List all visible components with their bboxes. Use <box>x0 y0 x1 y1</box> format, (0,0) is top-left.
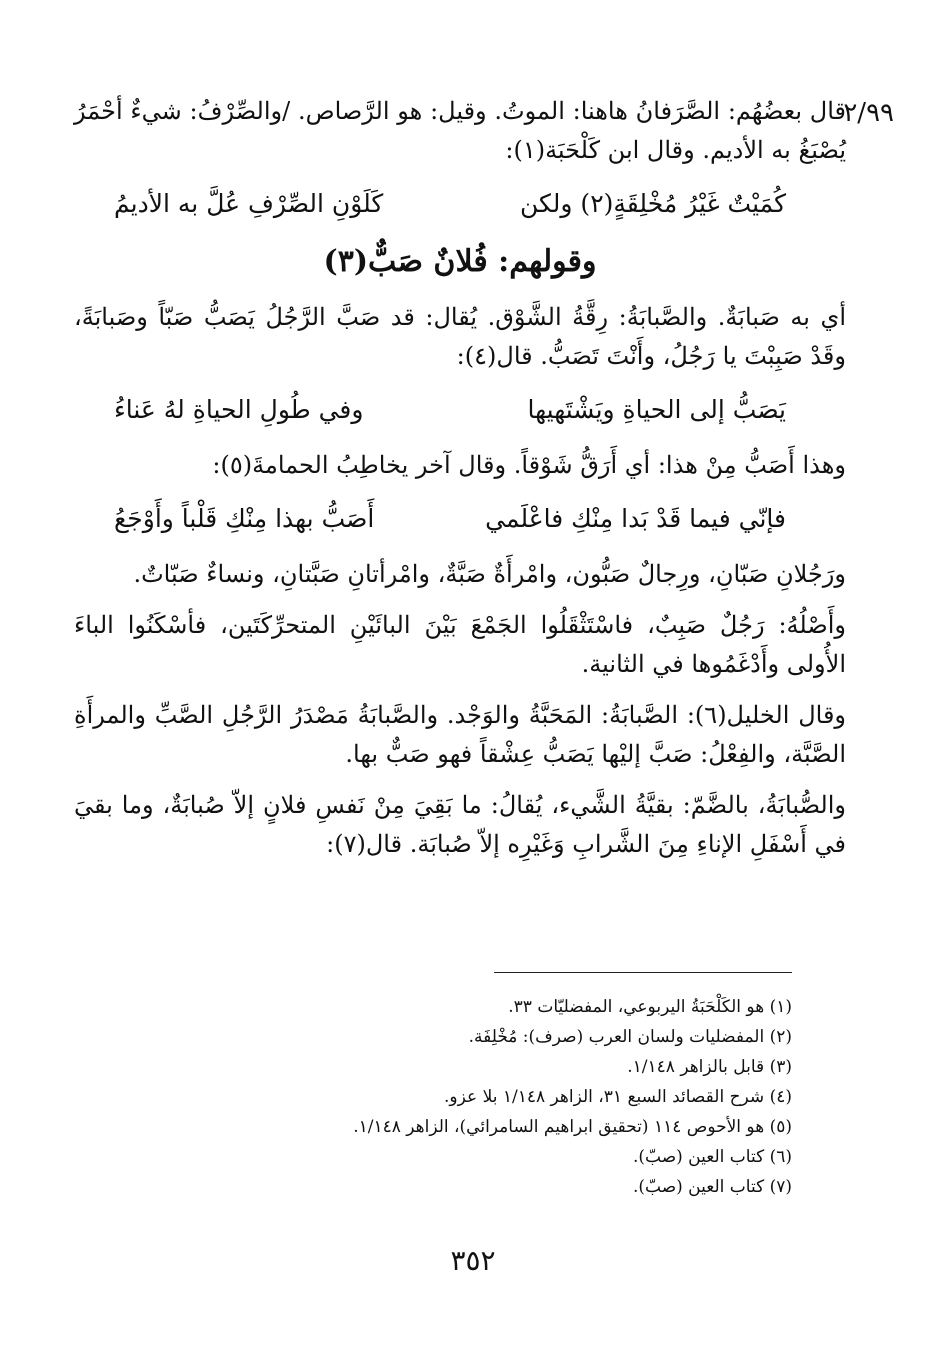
footnote-1: (١) هو الكَلْحَبَةُ اليربوعي، المفضليّات ٣٣. <box>508 997 792 1017</box>
paragraph-2: أي به صَبابَةٌ. والصَّبابَةُ: رِقَّةُ الشَّوْق. يُقال: قد صَبَّ الرَّجُلُ يَصَبُّ صَبّاً وصَبابَةً، وقَدْ صَبِبْتَ يا رَجُلُ، وأَنْتَ تَصَبُّ. قال(٤): <box>74 303 846 370</box>
footnote-5: (٥) هو الأحوص ١١٤ (تحقيق ابراهيم السامرائي)، الزاهر ١/١٤٨. <box>353 1117 792 1137</box>
section-heading: وقولهم: فُلانٌ صَبٌّ(٣) <box>323 244 597 279</box>
footnote-3: (٣) قابل بالزاهر ١/١٤٨. <box>627 1057 792 1077</box>
footnotes <box>160 992 792 1202</box>
footnote-2: (٢) المفضليات ولسان العرب (صرف): مُخْلِفَة. <box>468 1027 792 1047</box>
paragraph-6: وقال الخليل(٦): الصَّبابَةُ: المَحَبَّةُ والوَجْد. والصَّبابَةُ مَصْدَرُ الرَّجُلِ الصَّبِّ والمرأَةِ الصَّبَّة، والفِعْلُ: صَبَّ إليْها يَصَبُّ عِشْقاً فهو صَبٌّ بها. <box>74 701 847 768</box>
margin-reference: ٢/٩٩ <box>843 98 894 128</box>
verse-1 <box>74 184 846 224</box>
footnote-7: (٧) كتاب العين (صبّ). <box>632 1177 792 1197</box>
verse-3 <box>74 499 846 539</box>
verse-1-second-hemistich: كَلَوْنِ الصِّرْفِ عُلَّ به الأديمُ <box>114 189 384 218</box>
verse-3-first-hemistich: فإنّي فيما قَدْ بَدا مِنْكِ فاعْلَمي <box>485 504 786 533</box>
footnote-4: (٤) شرح القصائد السبع ٣١، الزاهر ١/١٤٨ بلا عزو. <box>444 1087 792 1107</box>
verse-2-second-hemistich: وفي طُولِ الحياةِ لهُ عَناءُ <box>114 395 364 424</box>
footnote-6: (٦) كتاب العين (صبّ). <box>632 1147 792 1167</box>
footnote-divider <box>494 972 792 973</box>
main-text <box>74 92 846 876</box>
paragraph-3: وهذا أَصَبُّ مِنْ هذا: أي أَرَقُّ شَوْقاً. وقال آخر يخاطِبُ الحمامةَ(٥): <box>212 451 846 479</box>
verse-2-first-hemistich: يَصَبُّ إلى الحياةِ ويَشْتَهيها <box>527 395 786 424</box>
paragraph-4: ورَجُلانِ صَبّانِ، ورِجالٌ صَبُّون، وامْرأَةٌ صَبَّةٌ، وامْرأتانِ صَبَّتانِ، ونساءٌ صَبّاتٌ. <box>133 560 846 588</box>
verse-2 <box>74 390 846 430</box>
verse-3-second-hemistich: أَصَبُّ بهذا مِنْكِ قَلْباً وأَوْجَعُ <box>114 504 375 533</box>
paragraph-1: قال بعضُهُم: الصَّرَفانُ هاهنا: الموتُ. وقيل: هو الرَّصاص. /والصِّرْفُ: شيءٌ أحْمَرُ يُصْبَغُ به الأديم. وقال ابن كَلْحَبَة(١): <box>74 97 846 164</box>
verse-1-first-hemistich: كُمَيْتٌ غَيْرُ مُخْلِقَةٍ(٢) ولكن <box>519 189 786 218</box>
paragraph-5: وأَصْلُهُ: رَجُلٌ صَبِبٌ، فاسْتَثْقَلُوا الجَمْعَ بَيْنَ البائَيْنِ المتحرِّكَتَين، فأسْكَنُوا الباءَ الأُولى وأَدْغَمُوها في الثانية. <box>74 611 846 678</box>
paragraph-7: والصُّبابَةُ، بالضَّمّ: بقيَّةُ الشَّيء، يُقالُ: ما بَقِيَ مِنْ نَفسِ فلانٍ إلاّ صُبابَةٌ، وما بقيَ في أَسْفَلِ الإناءِ مِنَ الشَّرابِ وَغَيْرِه إلاّ صُبابَة. قال(٧): <box>74 791 846 858</box>
page-number: ٣٥٢ <box>450 1244 496 1277</box>
